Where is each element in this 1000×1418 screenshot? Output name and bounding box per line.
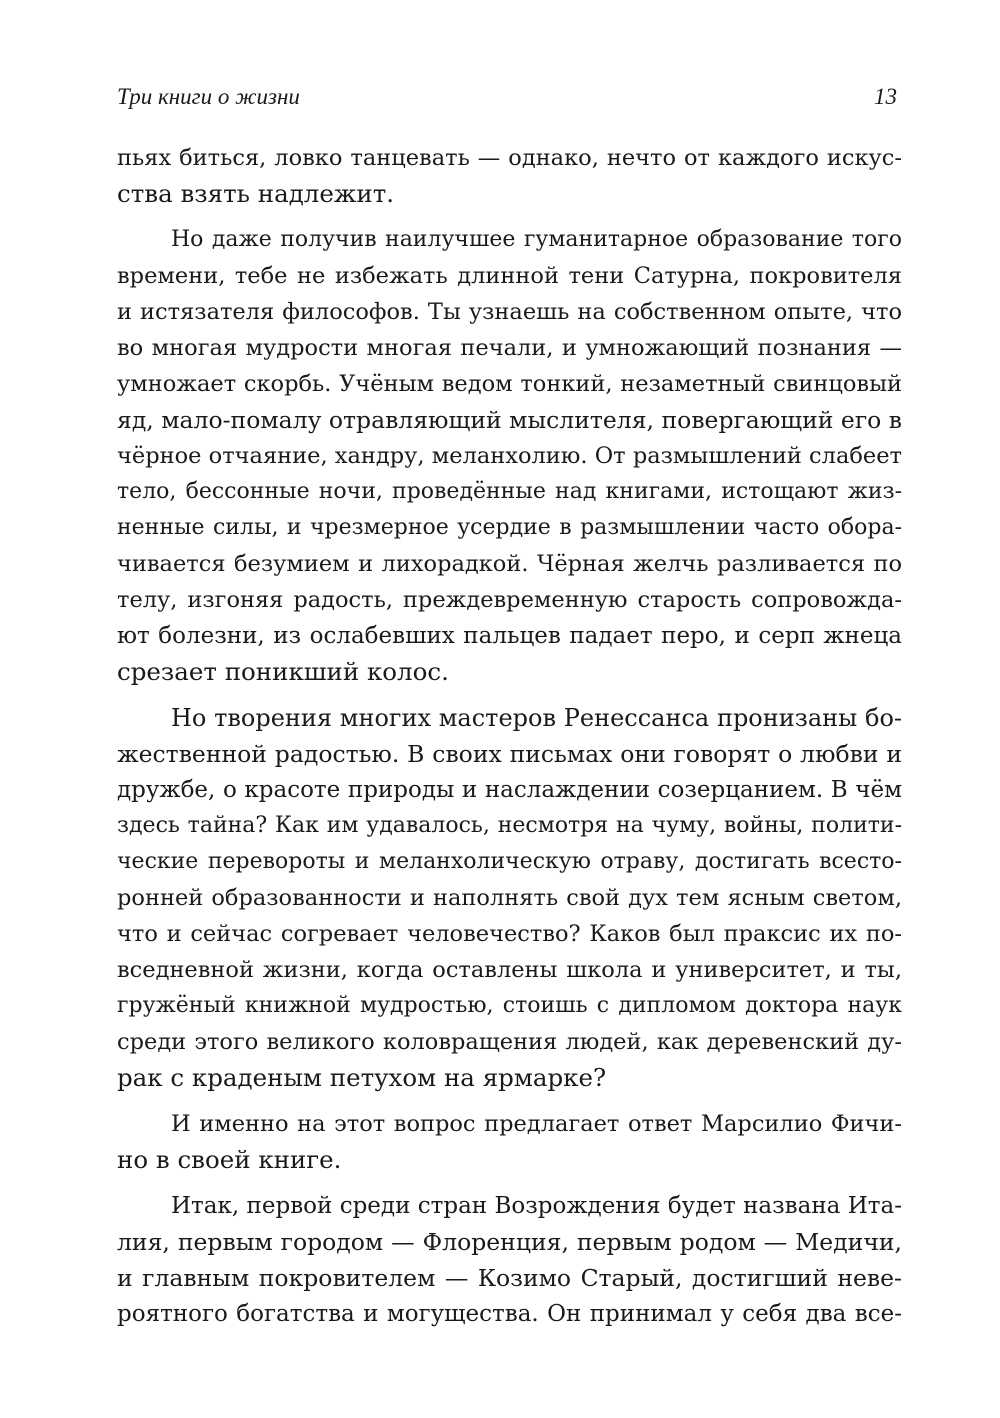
text-line: чивается безумием и лихорадкой. Чёрная желчь разливается по xyxy=(117,551,902,577)
text-line: Итак, первой среди стран Возрождения будет названа Ита- xyxy=(171,1193,902,1219)
text-line: ства взять надлежит. xyxy=(117,179,395,208)
text-line: здесь тайна? Как им удавалось, несмотря на чуму, войны, полити- xyxy=(117,813,902,838)
text-line: пьях биться, ловко танцевать — однако, нечто от каждого искус- xyxy=(117,145,902,171)
text-line: лия, первым городом — Флоренция, первым родом — Медичи, xyxy=(117,1228,902,1256)
paragraph xyxy=(117,1188,902,1332)
paragraph xyxy=(117,140,902,212)
text-line: срезает поникший колос. xyxy=(117,657,449,686)
text-line: чёрное отчаяние, хандру, меланхолию. От размышлений слабеет xyxy=(117,443,902,469)
paragraph xyxy=(117,700,902,1096)
paragraph xyxy=(117,222,902,690)
text-line: Но творения многих мастеров Ренессанса пронизаны бо- xyxy=(171,704,902,732)
text-line: телу, изгоняя радость, преждевременную старость сопровожда- xyxy=(117,587,902,613)
text-line: яд, мало-помалу отравляющий мыслителя, повергающий его в xyxy=(117,406,902,434)
text-line: роятного богатства и могущества. Он принимал у себя два все- xyxy=(117,1301,902,1327)
body-text xyxy=(117,140,902,1342)
text-line: Но даже получив наилучшее гуманитарное образование того xyxy=(171,227,902,252)
text-line: И именно на этот вопрос предлагает ответ Марсилио Фичи- xyxy=(171,1111,902,1137)
running-title: Три книги о жизни xyxy=(117,84,300,109)
text-line: гружёный книжной мудростью, стоишь с дипломом доктора наук xyxy=(117,993,902,1018)
text-line: ненные силы, и чрезмерное усердие в размышлении часто обора- xyxy=(117,515,902,540)
text-line: среди этого великого коловращения людей, как деревенский ду- xyxy=(117,1029,902,1055)
text-line: дружбе, о красоте природы и наслаждении созерцанием. В чём xyxy=(117,777,902,803)
text-line: что и сейчас согревает человечество? Каков был праксис их по- xyxy=(117,921,902,947)
text-line: вседневной жизни, когда оставлены школа и университет, и ты, xyxy=(117,957,902,983)
text-line: но в своей книге. xyxy=(117,1145,342,1174)
running-head xyxy=(117,84,897,114)
text-line: и главным покровителем — Козимо Старый, достигший неве- xyxy=(117,1264,902,1292)
text-line: рак с краденым петухом на ярмарке? xyxy=(117,1063,607,1092)
text-line: и истязателя философов. Ты узнаешь на собственном опыте, что xyxy=(117,299,902,325)
text-line: ронней образованности и наполнять свой дух тем ясным светом, xyxy=(117,885,902,911)
text-line: тело, бессонные ночи, проведённые над книгами, истощают жиз- xyxy=(117,479,902,504)
text-line: умножает скорбь. Учёным ведом тонкий, незаметный свинцовый xyxy=(117,371,902,397)
text-line: времени, тебе не избежать длинной тени Сатурна, покровителя xyxy=(117,263,902,289)
text-line: ют болезни, из ослабевших пальцев падает перо, и серп жнеца xyxy=(117,623,902,649)
page-number: 13 xyxy=(874,84,897,109)
text-line: во многая мудрости многая печали, и умножающий познания — xyxy=(117,335,902,361)
paragraph xyxy=(117,1106,902,1178)
text-line: жественной радостью. В своих письмах они говорят о любви и xyxy=(117,740,902,768)
text-line: ческие перевороты и меланхолическую отраву, достигать всесто- xyxy=(117,849,902,874)
